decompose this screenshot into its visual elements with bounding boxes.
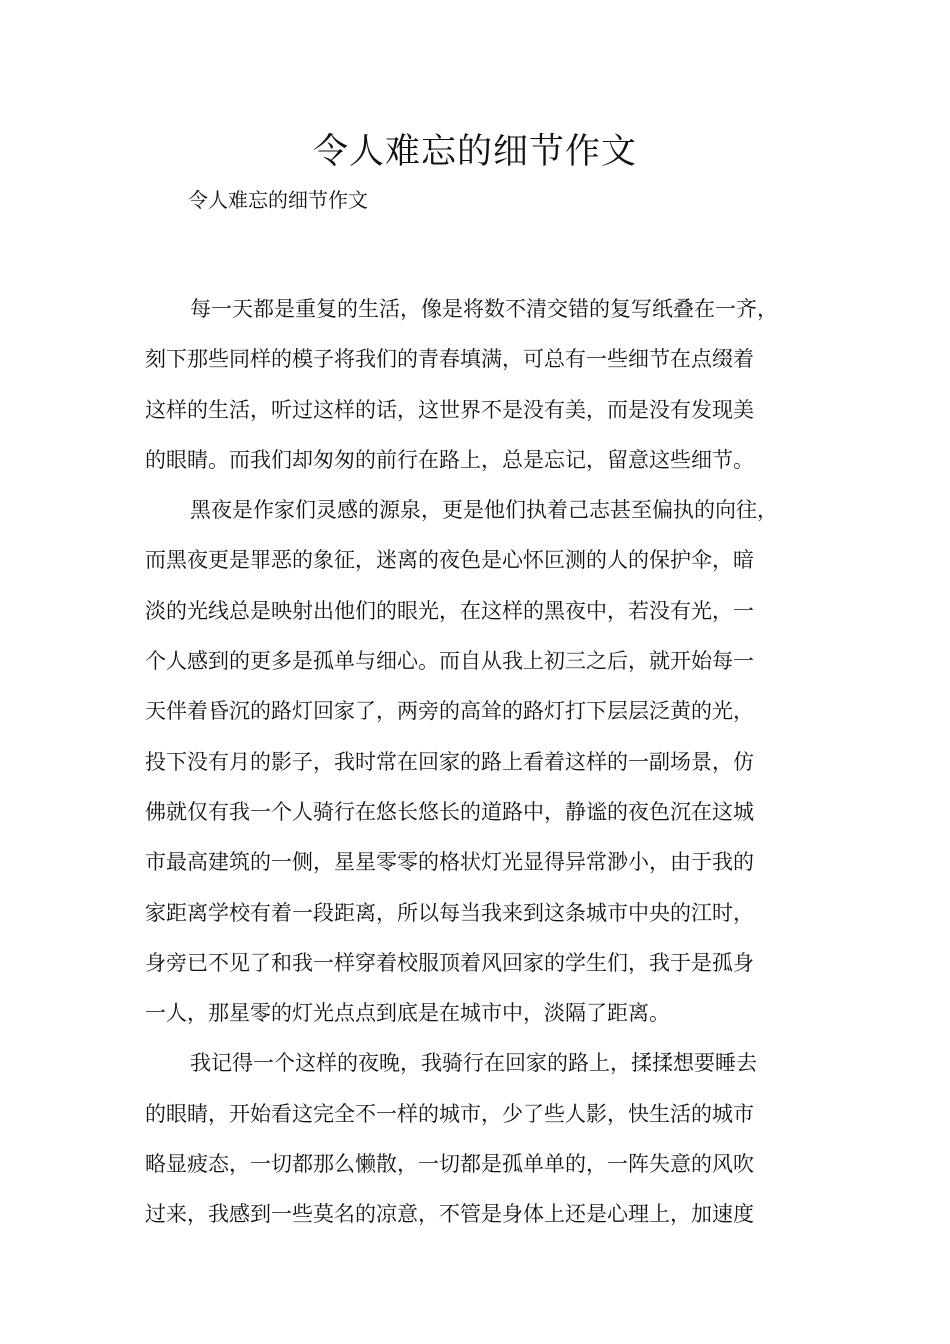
text-line: 黑夜是作家们灵感的源泉，更是他们执着己志甚至偏执的向往， (190, 498, 778, 523)
paragraph-3 (145, 1038, 815, 1239)
paragraph-2 (145, 485, 815, 1038)
text-line: 每一天都是重复的生活，像是将数不清交错的复写纸叠在一齐， (190, 297, 778, 321)
text-line: 的眼睛。而我们却匆匆的前行在路上，总是忘记，留意这些细节。 (145, 447, 754, 472)
text-line: 身旁已不见了和我一样穿着校服顶着风回家的学生们，我于是孤身 (145, 950, 754, 975)
text-line: 淡的光线总是映射出他们的眼光，在这样的黑夜中，若没有光，一 (145, 598, 754, 623)
text-line: 家距离学校有着一段距离，所以每当我来到这条城市中央的江时， (145, 900, 754, 925)
document-subtitle: 令人难忘的细节作文 (188, 188, 368, 212)
document-body (145, 284, 815, 1240)
text-line: 个人感到的更多是孤单与细心。而自从我上初三之后，就开始每一 (145, 649, 754, 674)
text-line: 我记得一个这样的夜晚，我骑行在回家的路上，揉揉想要睡去 (190, 1051, 757, 1076)
text-line: 投下没有月的影子，我时常在回家的路上看着这样的一副场景，仿 (145, 749, 754, 774)
text-line: 而黑夜更是罪恶的象征，迷离的夜色是心怀叵测的人的保护伞，暗 (145, 548, 754, 573)
text-line: 刻下那些同样的模子将我们的青春填满，可总有一些细节在点缀着 (145, 347, 754, 372)
text-line: 略显疲态，一切都那么懒散，一切都是孤单单的，一阵失意的风吹 (145, 1152, 754, 1177)
text-line: 的眼睛，开始看这完全不一样的城市，少了些人影，快生活的城市 (145, 1101, 754, 1126)
text-line: 市最高建筑的一侧，星星零零的格状灯光显得异常渺小，由于我的 (145, 850, 754, 875)
text-line: 一人，那星零的灯光点点到底是在城市中，淡隔了距离。 (145, 1001, 670, 1026)
text-line: 过来，我感到一些莫名的凉意，不管是身体上还是心理上，加速度 (145, 1202, 754, 1227)
document-title: 令人难忘的细节作文 (312, 132, 637, 172)
text-line: 天伴着昏沉的路灯回家了，两旁的高耸的路灯打下层层泛黄的光， (145, 699, 754, 724)
paragraph-1 (145, 284, 815, 485)
text-line: 这样的生活，听过这样的话，这世界不是没有美，而是没有发现美 (145, 397, 754, 422)
text-line: 佛就仅有我一个人骑行在悠长悠长的道路中，静谧的夜色沉在这城 (145, 799, 754, 824)
